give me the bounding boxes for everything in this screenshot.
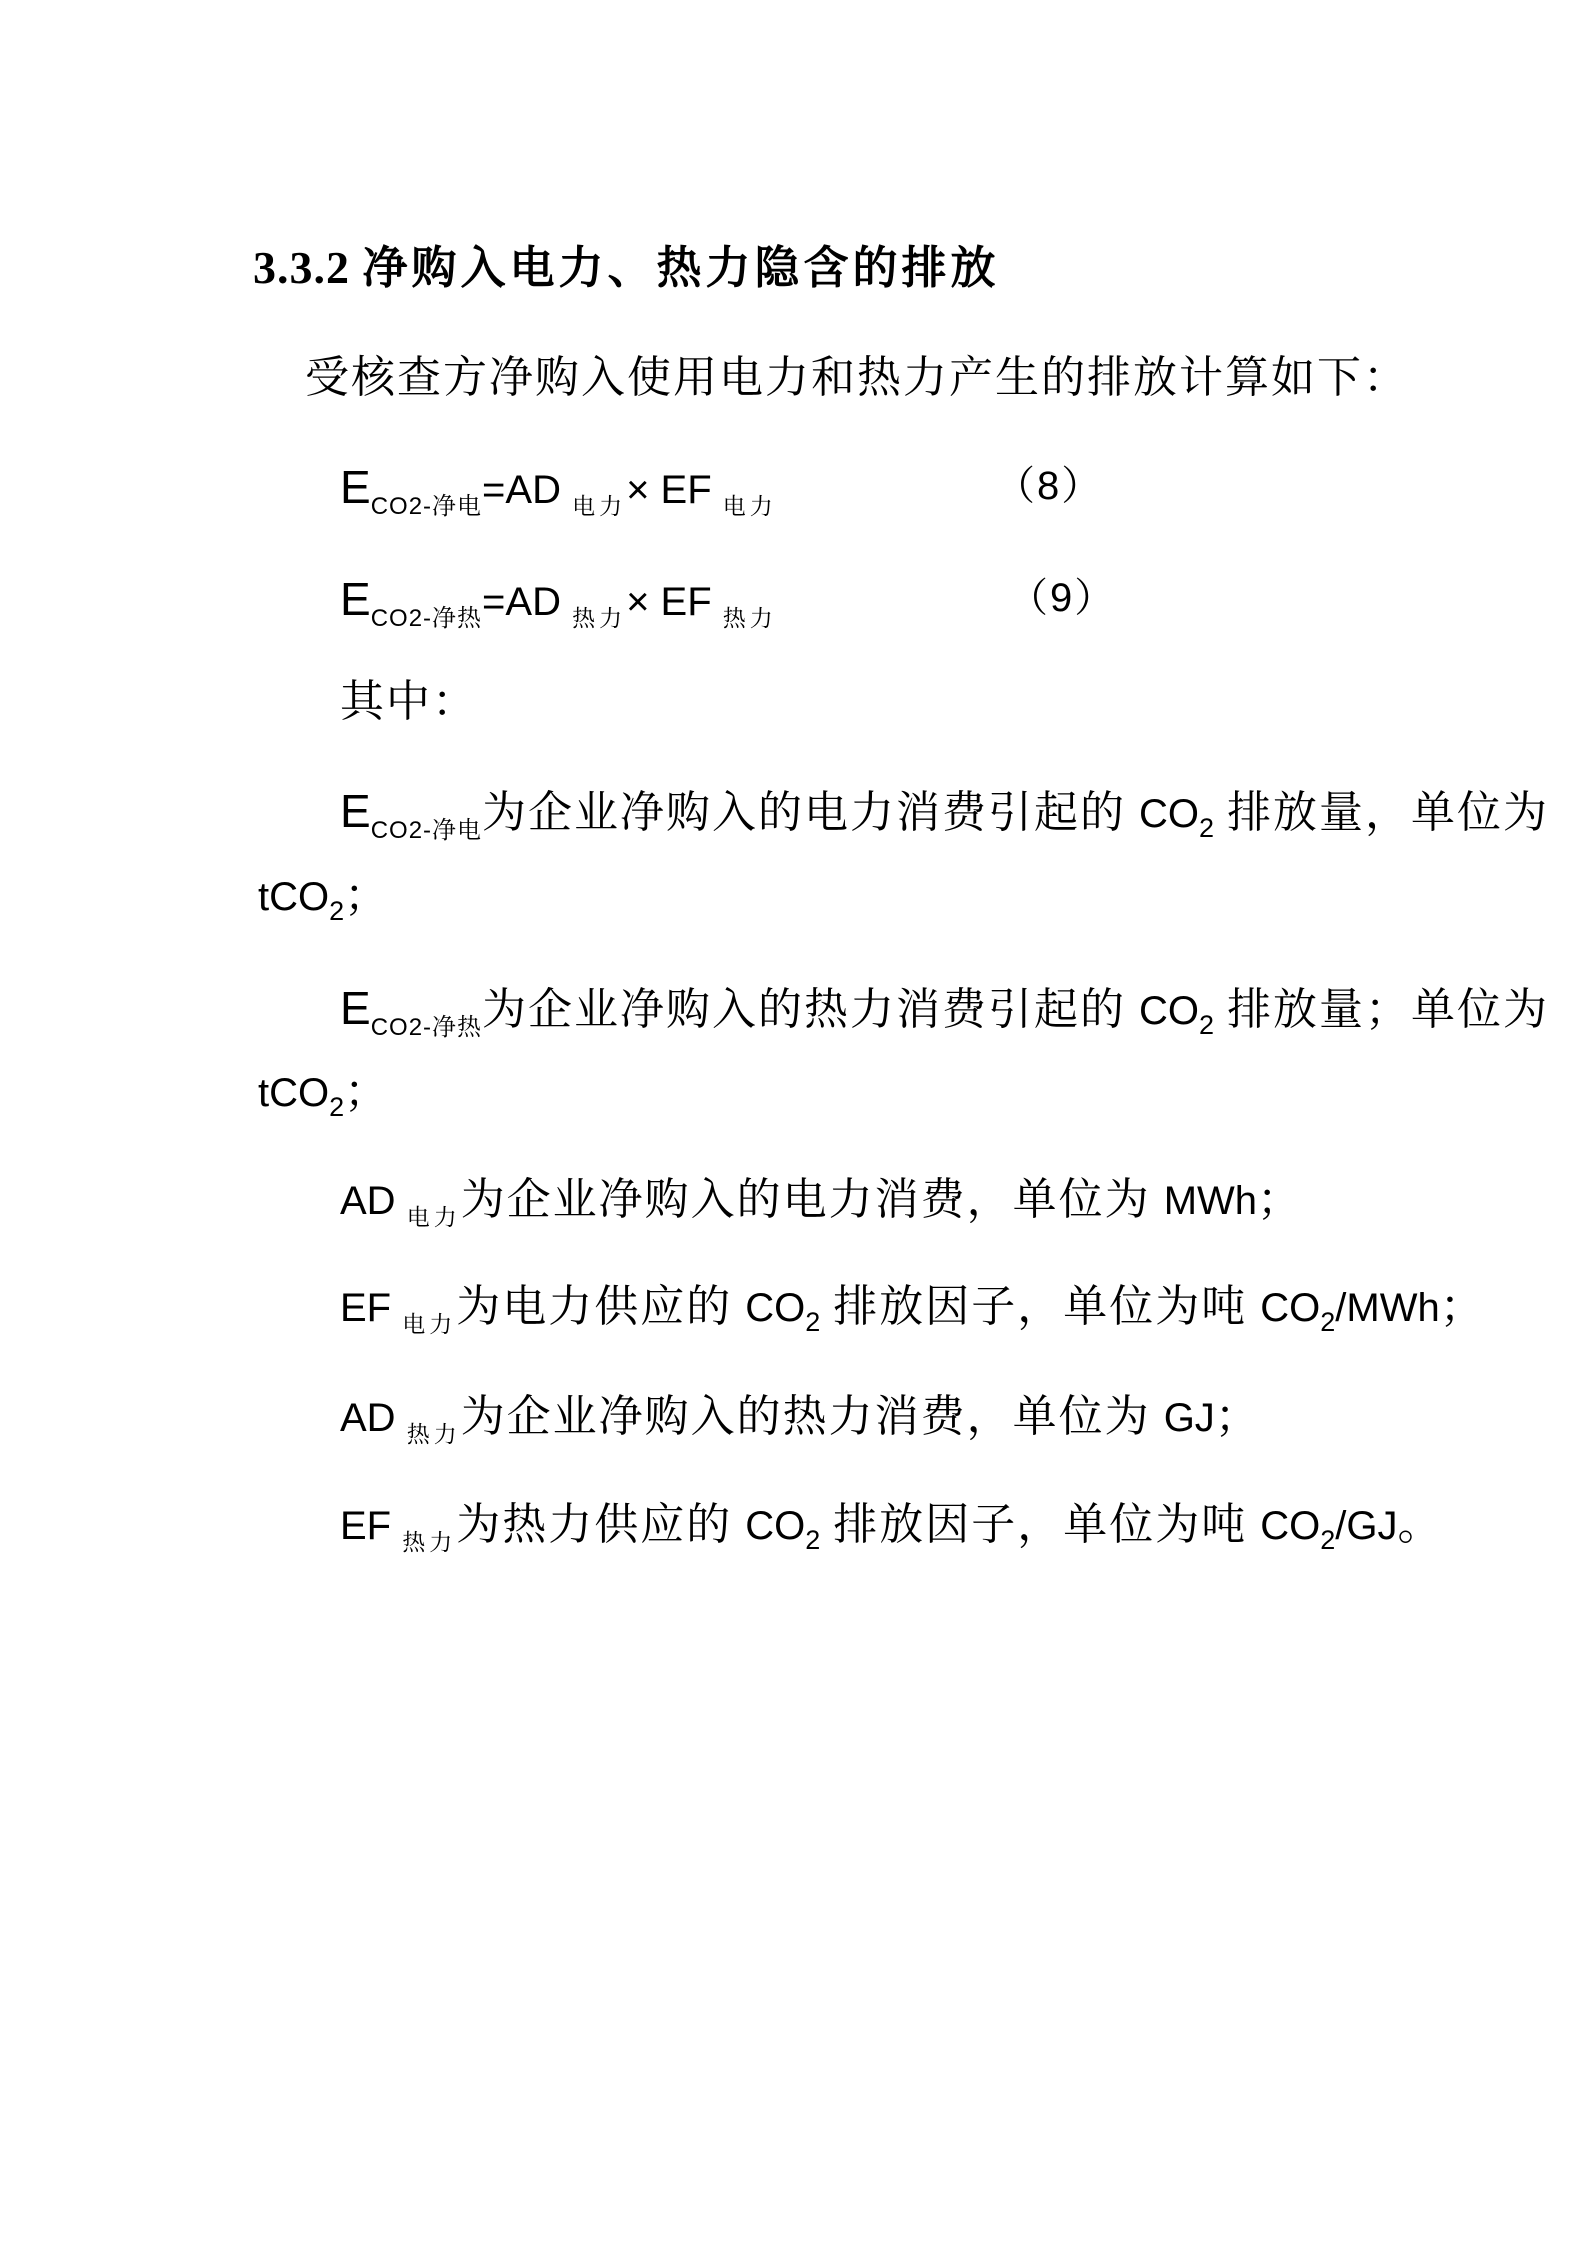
co2-subscript-2: 2 (1199, 813, 1215, 843)
where-label-text: 其中： (340, 677, 478, 726)
co2-subscript-2: 2 (329, 896, 345, 926)
unit-tco2: tCO (258, 875, 330, 919)
punctuation: ； (344, 1067, 391, 1116)
punctuation: ； (1439, 1282, 1486, 1331)
variable-e: E (340, 461, 371, 513)
definition-text: 排放量；单位为 (1214, 985, 1550, 1034)
subscript-heat: 热力 (402, 1530, 457, 1555)
definition-text: 为企业净购入的电力消费，单位为 (460, 1175, 1164, 1224)
definition-text: 排放因子，单位为吨 (820, 1500, 1261, 1549)
co2-subscript-2: 2 (1320, 1525, 1336, 1555)
co2-symbol: CO (745, 1504, 806, 1548)
co2-subscript-2: 2 (329, 1092, 345, 1122)
subscript-co2-net-heat: CO2-净热 (370, 605, 483, 632)
equals-ad: =AD (482, 580, 573, 624)
co2-subscript-2: 2 (805, 1525, 821, 1555)
subscript-electricity: 电力 (406, 1205, 461, 1230)
formula-net-electricity (340, 460, 777, 522)
intro-paragraph (305, 352, 1409, 405)
subscript-co2-net-heat: CO2-净热 (370, 1014, 483, 1041)
co2-symbol: CO (1260, 1504, 1321, 1548)
definition-text: 为企业净购入的热力消费引起的 (482, 985, 1140, 1034)
unit-per-mwh: /MWh (1335, 1286, 1440, 1330)
subscript-heat: 热力 (406, 1422, 461, 1447)
punctuation: 。 (1397, 1500, 1444, 1549)
unit-gj: GJ (1163, 1396, 1215, 1440)
variable-ad: AD (340, 1396, 407, 1440)
punctuation: ； (1257, 1175, 1304, 1224)
punctuation: ； (1214, 1392, 1261, 1441)
formula-net-heat (340, 572, 777, 634)
section-heading (253, 240, 1000, 296)
unit-mwh: MWh (1163, 1179, 1258, 1223)
subscript-electricity: 电力 (572, 494, 627, 519)
section-title: 净购入电力、热力隐含的排放 (362, 243, 1000, 293)
definition-text: 排放因子，单位为吨 (820, 1282, 1261, 1331)
times-ef: × EF (626, 580, 723, 624)
equals-ad: =AD (482, 468, 573, 512)
unit-tco2: tCO (258, 1071, 330, 1115)
subscript-co2-net-electricity: CO2-净电 (370, 493, 483, 520)
subscript-co2-net-electricity: CO2-净电 (370, 817, 483, 844)
intro-text: 受核查方净购入使用电力和热力产生的排放计算如下： (305, 353, 1409, 402)
co2-symbol: CO (745, 1286, 806, 1330)
definition-e-net-heat-line-2 (258, 1066, 390, 1123)
variable-ad: AD (340, 1179, 407, 1223)
subscript-heat: 热力 (572, 606, 627, 631)
co2-symbol: CO (1260, 1286, 1321, 1330)
co2-subscript-2: 2 (1199, 1010, 1215, 1040)
subscript-electricity: 电力 (722, 494, 777, 519)
equation-number-8: （8） (995, 464, 1104, 508)
definition-text: 排放量，单位为 (1214, 788, 1550, 837)
times-ef: × EF (626, 468, 723, 512)
section-number: 3.3.2 (253, 242, 363, 293)
variable-ef: EF (340, 1286, 403, 1330)
variable-e: E (340, 785, 371, 837)
punctuation: ； (344, 871, 391, 920)
subscript-electricity: 电力 (402, 1312, 457, 1337)
variable-ef: EF (340, 1504, 403, 1548)
definition-ef-electricity (340, 1281, 1486, 1339)
definition-ad-heat (340, 1391, 1261, 1449)
definition-ef-heat (340, 1499, 1444, 1557)
equation-number-9: （9） (1008, 576, 1117, 620)
definition-ad-electricity (340, 1174, 1303, 1232)
co2-subscript-2: 2 (1320, 1307, 1336, 1337)
co2-subscript-2: 2 (805, 1307, 821, 1337)
definition-text: 为热力供应的 (456, 1500, 746, 1549)
where-label (340, 676, 478, 729)
definition-text: 为企业净购入的热力消费，单位为 (460, 1392, 1164, 1441)
definition-text: 为企业净购入的电力消费引起的 (482, 788, 1140, 837)
definition-e-net-electricity-line-1 (340, 784, 1549, 846)
variable-e: E (340, 982, 371, 1034)
co2-symbol: CO (1139, 792, 1200, 836)
definition-e-net-heat-line-1 (340, 981, 1549, 1043)
co2-symbol: CO (1139, 989, 1200, 1033)
subscript-heat: 热力 (722, 606, 777, 631)
unit-per-gj: /GJ (1335, 1504, 1398, 1548)
definition-e-net-electricity-line-2 (258, 870, 390, 927)
variable-e: E (340, 573, 371, 625)
definition-text: 为电力供应的 (456, 1282, 746, 1331)
